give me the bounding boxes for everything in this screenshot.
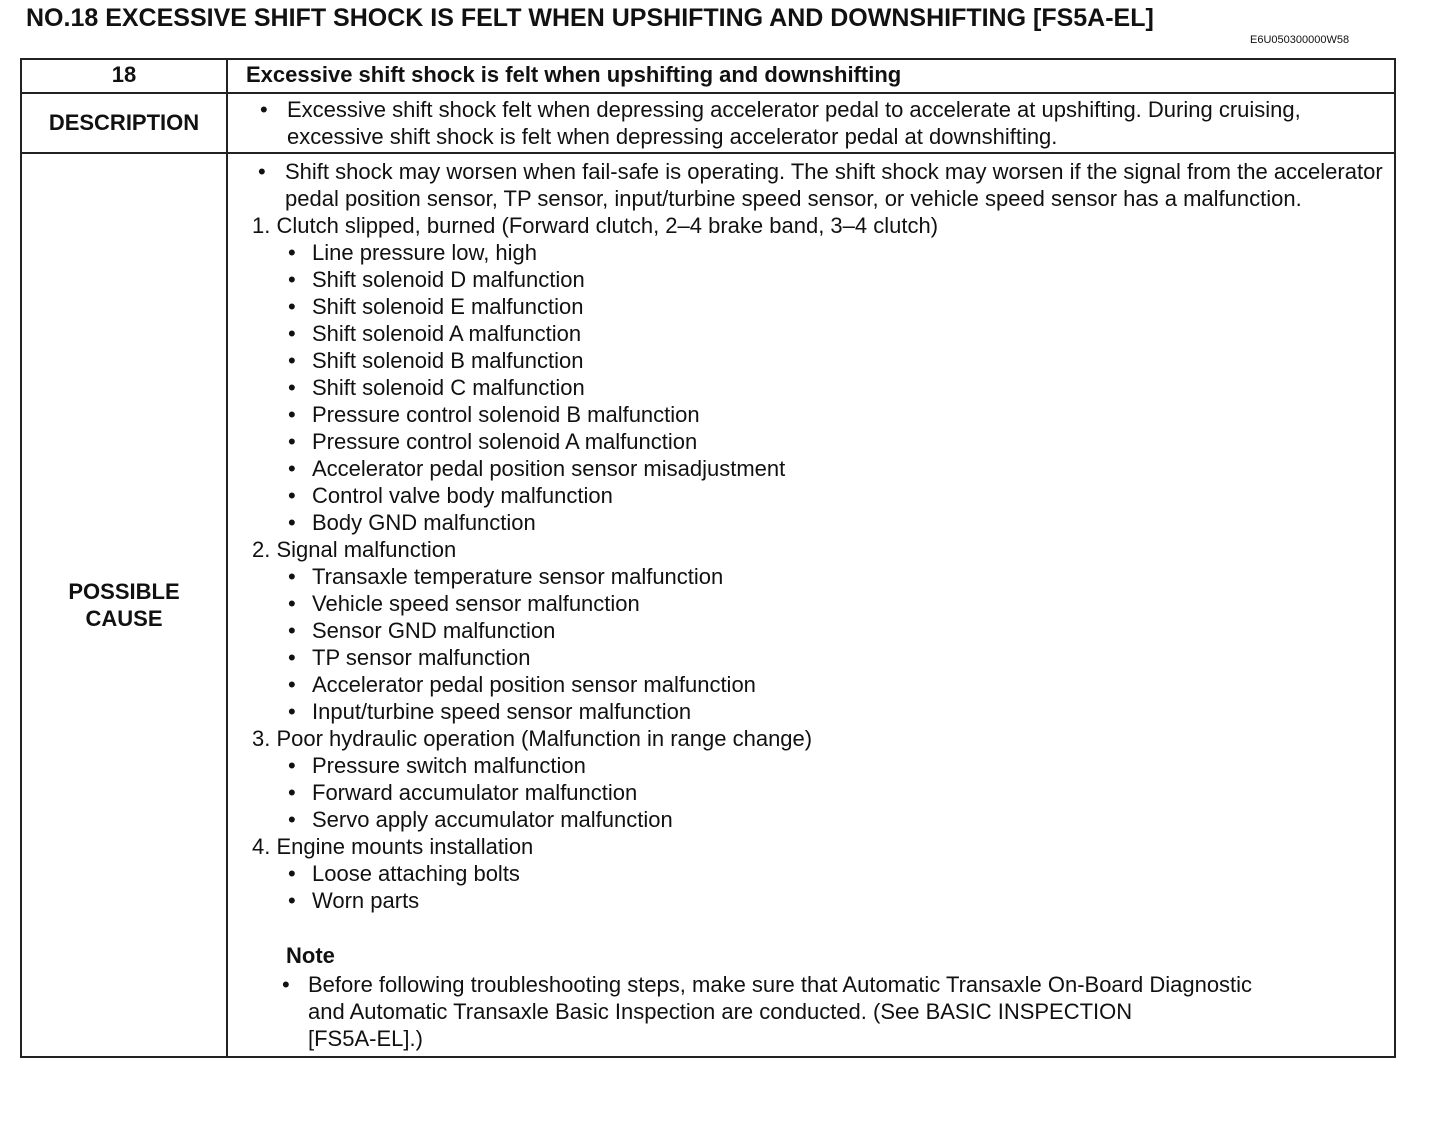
cause-item: • Shift solenoid D malfunction <box>252 266 1384 293</box>
cause-item: • Transaxle temperature sensor malfunction <box>252 563 1384 590</box>
document-code: E6U050300000W58 <box>1250 34 1350 46</box>
cause-item: • Worn parts <box>252 887 1384 914</box>
trouble-heading: Excessive shift shock is felt when upshifting and downshifting <box>227 59 1395 93</box>
cause-item: • Servo apply accumulator malfunction <box>252 806 1384 833</box>
cause-item: • Pressure control solenoid B malfunction <box>252 401 1384 428</box>
note-line: [FS5A-EL].) <box>308 1026 423 1051</box>
cause-item: • Shift solenoid E malfunction <box>252 293 1384 320</box>
cause-item: • Control valve body malfunction <box>252 482 1384 509</box>
troubleshooting-table <box>20 58 1396 1058</box>
possible-cause-row <box>21 153 1395 1057</box>
possible-cause-label <box>21 153 227 1057</box>
cause-item: • Pressure switch malfunction <box>252 752 1384 779</box>
cause-item: • Pressure control solenoid A malfunction <box>252 428 1384 455</box>
cause-item: • Input/turbine speed sensor malfunction <box>252 698 1384 725</box>
cause-group-title: 1. Clutch slipped, burned (Forward clutch, 2–4 brake band, 3–4 clutch) <box>252 213 939 238</box>
cause-group-title: 3. Poor hydraulic operation (Malfunction in range change) <box>252 726 813 751</box>
note-title: Note <box>286 943 335 968</box>
page-title: NO.18 EXCESSIVE SHIFT SHOCK IS FELT WHEN UPSHIFTING AND DOWNSHIFTING [FS5A-EL] <box>26 4 1154 32</box>
note-line: • Before following troubleshooting steps, make sure that Automatic Transaxle On-Board Diagnostic <box>308 972 1253 997</box>
cause-group-2 <box>228 536 1384 725</box>
description-row <box>21 93 1395 153</box>
cause-item: • Line pressure low, high <box>252 239 1384 266</box>
cause-item: • Shift solenoid B malfunction <box>252 347 1384 374</box>
cause-item: • Forward accumulator malfunction <box>252 779 1384 806</box>
description-text: • Excessive shift shock felt when depressing accelerator pedal to accelerate at upshifting. During cruising, excessive shift shock is felt when depressing accelerator pedal at downshifting. <box>244 96 1384 150</box>
cause-item: • Accelerator pedal position sensor misadjustment <box>252 455 1384 482</box>
cause-item: • Loose attaching bolts <box>252 860 1384 887</box>
cause-group-4 <box>228 833 1384 914</box>
possible-cause-label-line1: POSSIBLE <box>68 579 180 604</box>
cause-item: • Vehicle speed sensor malfunction <box>252 590 1384 617</box>
description-cell <box>227 93 1395 153</box>
cause-group-title: 2. Signal malfunction <box>252 537 457 562</box>
note-text <box>228 971 1384 1052</box>
cause-group-title: 4. Engine mounts installation <box>252 834 534 859</box>
header-row <box>21 59 1395 93</box>
possible-cause-label-line2: CAUSE <box>85 606 163 631</box>
possible-cause-cell <box>227 153 1395 1057</box>
cause-group-3 <box>228 725 1384 833</box>
cause-item: • TP sensor malfunction <box>252 644 1384 671</box>
cause-item: • Body GND malfunction <box>252 509 1384 536</box>
cause-item: • Accelerator pedal position sensor malfunction <box>252 671 1384 698</box>
cause-intro: • Shift shock may worsen when fail-safe is operating. The shift shock may worsen if the signal from the accelerator pedal position sensor, TP sensor, input/turbine speed sensor, or vehicle speed sensor has a malfunction. <box>228 158 1384 212</box>
trouble-number: 18 <box>21 59 227 93</box>
cause-item: • Sensor GND malfunction <box>252 617 1384 644</box>
cause-group-1 <box>228 212 1384 536</box>
description-label: DESCRIPTION <box>21 93 227 153</box>
cause-item: • Shift solenoid C malfunction <box>252 374 1384 401</box>
cause-item: • Shift solenoid A malfunction <box>252 320 1384 347</box>
note-line: and Automatic Transaxle Basic Inspection are conducted. (See BASIC INSPECTION <box>308 999 1133 1024</box>
